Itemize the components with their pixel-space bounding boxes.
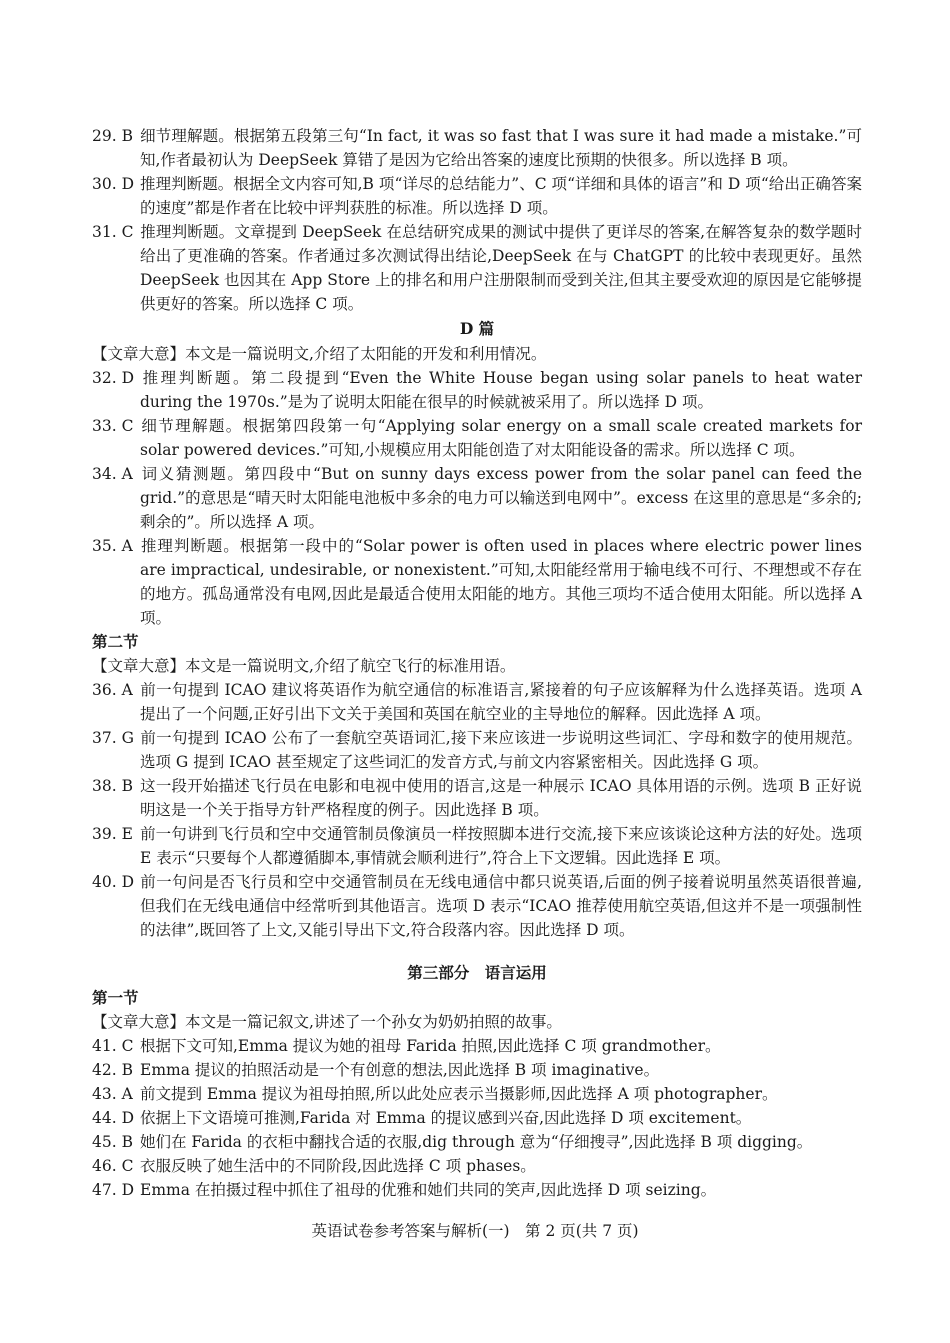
answer-item (92, 1178, 862, 1202)
answer-explanation: 根据下文可知,Emma 提议为她的祖母 Farida 拍照,因此选择 C 项 grandmother。 (140, 1037, 721, 1055)
section-heading-2: 第二节 (92, 632, 139, 651)
answer-label: 40. D (92, 873, 135, 891)
answer-label: 44. D (92, 1109, 135, 1127)
answer-explanation: 细节理解题。根据第五段第三句“In fact, it was so fast that I was sure it had made a mistake.”可知,作者最初认为 DeepSeek 算错了是因为它给出答案的速度比预期的快很多。所以选择 B 项。 (140, 127, 862, 169)
answer-label: 35. A (92, 537, 133, 555)
section-heading-1: 第一节 (92, 988, 139, 1007)
answer-item (92, 822, 862, 870)
items-group-reading-d (92, 366, 862, 630)
answer-label: 39. E (92, 825, 133, 843)
answer-item (92, 774, 862, 822)
summary-d: 【文章大意】本文是一篇说明文,介绍了太阳能的开发和利用情况。 (92, 345, 547, 363)
answer-item (92, 678, 862, 726)
answer-label: 29. B (92, 127, 133, 145)
answer-explanation: 前一句问是否飞行员和空中交通管制员在无线电通信中都只说英语,后面的例子接着说明虽然英语很普遍,但我们在无线电通信中经常听到其他语言。选项 D 表示“ICAO 推荐使用航空英语,但这并不是一项强制性的法律”,既回答了上文,又能引导出下文,符合段落内容。因此选择 D 项。 (140, 873, 862, 939)
items-group-section-2 (92, 678, 862, 942)
answer-content (92, 124, 862, 1202)
answer-explanation: 这一段开始描述飞行员在电影和电视中使用的语言,这是一种展示 ICAO 具体用语的示例。选项 B 正好说明这是一个关于指导方针严格程度的例子。因此选择 B 项。 (140, 777, 862, 819)
answer-label: 31. C (92, 223, 134, 241)
answer-label: 37. G (92, 729, 134, 747)
answer-item (92, 172, 862, 220)
answer-item (92, 870, 862, 942)
answer-item (92, 1082, 862, 1106)
answer-item (92, 1154, 862, 1178)
answer-explanation: 推理判断题。文章提到 DeepSeek 在总结研究成果的测试中提供了更详尽的答案,在解答复杂的数学题时给出了更准确的答案。作者通过多次测试得出结论,DeepSeek 在与 ChatGPT 的比较中表现更好。虽然 DeepSeek 也因其在 App Store 上的排名和用户注册限制而受到关注,但其主要受欢迎的原因是它能够提供更好的答案。所以选择 C 项。 (140, 223, 862, 313)
answer-explanation: 推理判断题。根据第一段中的“Solar power is often used in places where electric power lines are impractical, undesirable, or nonexistent.”可知,太阳能经常用于输电线不可行、不理想或不存在的地方。孤岛通常没有电网,因此是最适合使用太阳能的地方。其他三项均不适合使用太阳能。所以选择 A 项。 (140, 537, 862, 627)
answer-label: 36. A (92, 681, 133, 699)
answer-item (92, 534, 862, 630)
answer-explanation: 前一句提到 ICAO 建议将英语作为航空通信的标准语言,紧接着的句子应该解释为什么选择英语。选项 A 提出了一个问题,正好引出下文关于美国和英国在航空业的主导地位的解释。因此选择 A 项。 (140, 681, 862, 723)
page-footer: 英语试卷参考答案与解析(一) 第 2 页(共 7 页) (311, 1222, 639, 1240)
answer-item (92, 366, 862, 414)
answer-item (92, 1130, 862, 1154)
answer-explanation: Emma 在拍摄过程中抓住了祖母的优雅和她们共同的笑声,因此选择 D 项 seizing。 (140, 1181, 717, 1199)
answer-label: 45. B (92, 1133, 133, 1151)
answer-explanation: Emma 提议的拍照活动是一个有创意的想法,因此选择 B 项 imaginative。 (140, 1061, 660, 1079)
answer-item (92, 1034, 862, 1058)
answer-label: 42. B (92, 1061, 133, 1079)
part-3-heading: 第三部分 语言运用 (407, 963, 547, 982)
answer-explanation: 前文提到 Emma 提议为祖母拍照,所以此处应表示当摄影师,因此选择 A 项 photographer。 (140, 1085, 778, 1103)
answer-label: 34. A (92, 465, 133, 483)
answer-label: 47. D (92, 1181, 135, 1199)
answer-explanation: 词义猜测题。第四段中“But on sunny days excess power from the solar panel can feed the grid.”的意思是“晴天时太阳能电池板中多余的电力可以输送到电网中”。excess 在这里的意思是“多余的;剩余的”。所以选择 A 项。 (140, 465, 862, 531)
answer-item (92, 124, 862, 172)
answer-item (92, 1058, 862, 1082)
answer-explanation: 推理判断题。第二段提到“Even the White House began using solar panels to heat water during the 1970s.”是为了说明太阳能在很早的时候就被采用了。所以选择 D 项。 (140, 369, 862, 411)
answer-item (92, 414, 862, 462)
answer-explanation: 衣服反映了她生活中的不同阶段,因此选择 C 项 phases。 (140, 1157, 536, 1175)
items-group-reading-c (92, 124, 862, 316)
answer-explanation: 前一句提到 ICAO 公布了一套航空英语词汇,接下来应该进一步说明这些词汇、字母和数字的使用规范。选项 G 提到 ICAO 甚至规定了这些词汇的发音方式,与前文内容紧密相关。因此选择 G 项。 (140, 729, 862, 771)
answer-item (92, 220, 862, 316)
answer-label: 43. A (92, 1085, 133, 1103)
summary-section-1: 【文章大意】本文是一篇记叙文,讲述了一个孙女为奶奶拍照的故事。 (92, 1013, 562, 1031)
answer-explanation: 依据上下文语境可推测,Farida 对 Emma 的提议感到兴奋,因此选择 D 项 excitement。 (140, 1109, 752, 1127)
answer-label: 46. C (92, 1157, 134, 1175)
answer-label: 41. C (92, 1037, 134, 1055)
answer-item (92, 1106, 862, 1130)
summary-section-2: 【文章大意】本文是一篇说明文,介绍了航空飞行的标准用语。 (92, 657, 516, 675)
answer-explanation: 前一句讲到飞行员和空中交通管制员像演员一样按照脚本进行交流,接下来应该谈论这种方法的好处。选项 E 表示“只要每个人都遵循脚本,事情就会顺利进行”,符合上下文逻辑。因此选择 E 项。 (140, 825, 862, 867)
answer-explanation: 她们在 Farida 的衣柜中翻找合适的衣服,dig through 意为“仔细搜寻”,因此选择 B 项 digging。 (140, 1133, 813, 1151)
answer-explanation: 细节理解题。根据第四段第一句“Applying solar energy on a small scale created markets for solar powered devices.”可知,小规模应用太阳能创造了对太阳能设备的需求。所以选择 C 项。 (140, 417, 862, 459)
answer-label: 32. D (92, 369, 135, 387)
answer-explanation: 推理判断题。根据全文内容可知,B 项“详尽的总结能力”、C 项“详细和具体的语言”和 D 项“给出正确答案的速度”都是作者在比较中评判获胜的标准。所以选择 D 项。 (140, 175, 862, 217)
items-group-part-3 (92, 1034, 862, 1202)
answer-label: 30. D (92, 175, 135, 193)
answer-item (92, 726, 862, 774)
answer-label: 38. B (92, 777, 133, 795)
answer-item (92, 462, 862, 534)
section-heading-d: D 篇 (459, 319, 495, 338)
answer-label: 33. C (92, 417, 134, 435)
